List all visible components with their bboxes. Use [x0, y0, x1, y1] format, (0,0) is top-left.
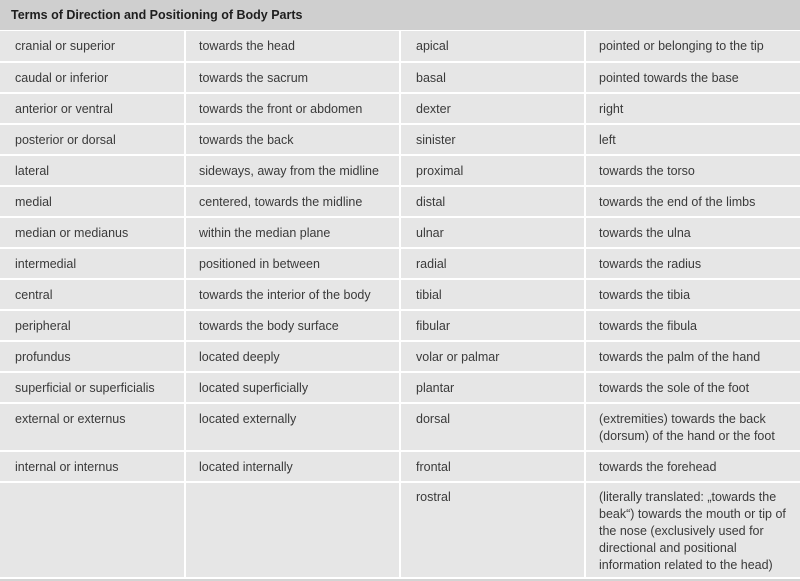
left-meaning: located externally [185, 403, 400, 451]
left-term: superficial or superficialis [0, 372, 185, 403]
left-term: lateral [0, 155, 185, 186]
right-term: basal [400, 62, 585, 93]
right-term: dexter [400, 93, 585, 124]
left-meaning: towards the head [185, 31, 400, 62]
left-term: internal or internus [0, 451, 185, 482]
left-meaning: located superficially [185, 372, 400, 403]
left-meaning: located internally [185, 451, 400, 482]
left-term: intermedial [0, 248, 185, 279]
right-meaning: left [585, 124, 800, 155]
left-meaning: towards the front or abdomen [185, 93, 400, 124]
right-meaning: towards the tibia [585, 279, 800, 310]
left-term: median or medianus [0, 217, 185, 248]
left-meaning: sideways, away from the midline [185, 155, 400, 186]
right-term: dorsal [400, 403, 585, 451]
right-term: volar or palmar [400, 341, 585, 372]
table-row [0, 451, 800, 482]
right-meaning: towards the torso [585, 155, 800, 186]
right-meaning: towards the fibula [585, 310, 800, 341]
right-meaning: towards the forehead [585, 451, 800, 482]
right-term: apical [400, 31, 585, 62]
table-row [0, 124, 800, 155]
left-term: cranial or superior [0, 31, 185, 62]
left-term: posterior or dorsal [0, 124, 185, 155]
right-term: proximal [400, 155, 585, 186]
table-row [0, 310, 800, 341]
left-term [0, 482, 185, 578]
left-term: medial [0, 186, 185, 217]
table-row [0, 31, 800, 62]
right-meaning: pointed or belonging to the tip [585, 31, 800, 62]
left-term: profundus [0, 341, 185, 372]
table-row [0, 217, 800, 248]
left-meaning: centered, towards the midline [185, 186, 400, 217]
right-meaning: towards the end of the limbs [585, 186, 800, 217]
table-row [0, 372, 800, 403]
right-term: rostral [400, 482, 585, 578]
table-row [0, 155, 800, 186]
left-meaning: towards the body surface [185, 310, 400, 341]
right-term: tibial [400, 279, 585, 310]
left-meaning: within the median plane [185, 217, 400, 248]
left-term: peripheral [0, 310, 185, 341]
right-meaning: right [585, 93, 800, 124]
terms-table [0, 31, 800, 579]
right-meaning: towards the ulna [585, 217, 800, 248]
left-meaning: located deeply [185, 341, 400, 372]
left-meaning [185, 482, 400, 578]
table-row [0, 248, 800, 279]
right-meaning: towards the sole of the foot [585, 372, 800, 403]
table-row [0, 62, 800, 93]
right-term: fibular [400, 310, 585, 341]
table-row [0, 93, 800, 124]
table-title: Terms of Direction and Positioning of Body Parts [0, 0, 800, 31]
table-row [0, 186, 800, 217]
right-meaning: (literally translated: „towards the beak“) towards the mouth or tip of the nose (exclusively used for directional and positional information related to the head) [585, 482, 800, 578]
right-term: plantar [400, 372, 585, 403]
left-meaning: towards the sacrum [185, 62, 400, 93]
table-row [0, 279, 800, 310]
right-term: sinister [400, 124, 585, 155]
left-term: external or externus [0, 403, 185, 451]
right-term: distal [400, 186, 585, 217]
right-meaning: towards the palm of the hand [585, 341, 800, 372]
right-term: ulnar [400, 217, 585, 248]
left-term: anterior or ventral [0, 93, 185, 124]
table-row [0, 403, 800, 451]
right-term: radial [400, 248, 585, 279]
right-term: frontal [400, 451, 585, 482]
table-row [0, 341, 800, 372]
left-term: caudal or inferior [0, 62, 185, 93]
right-meaning: towards the radius [585, 248, 800, 279]
right-meaning: pointed towards the base [585, 62, 800, 93]
right-meaning: (extremities) towards the back (dorsum) of the hand or the foot [585, 403, 800, 451]
left-meaning: towards the back [185, 124, 400, 155]
left-meaning: positioned in between [185, 248, 400, 279]
table-row [0, 482, 800, 578]
left-meaning: towards the interior of the body [185, 279, 400, 310]
left-term: central [0, 279, 185, 310]
